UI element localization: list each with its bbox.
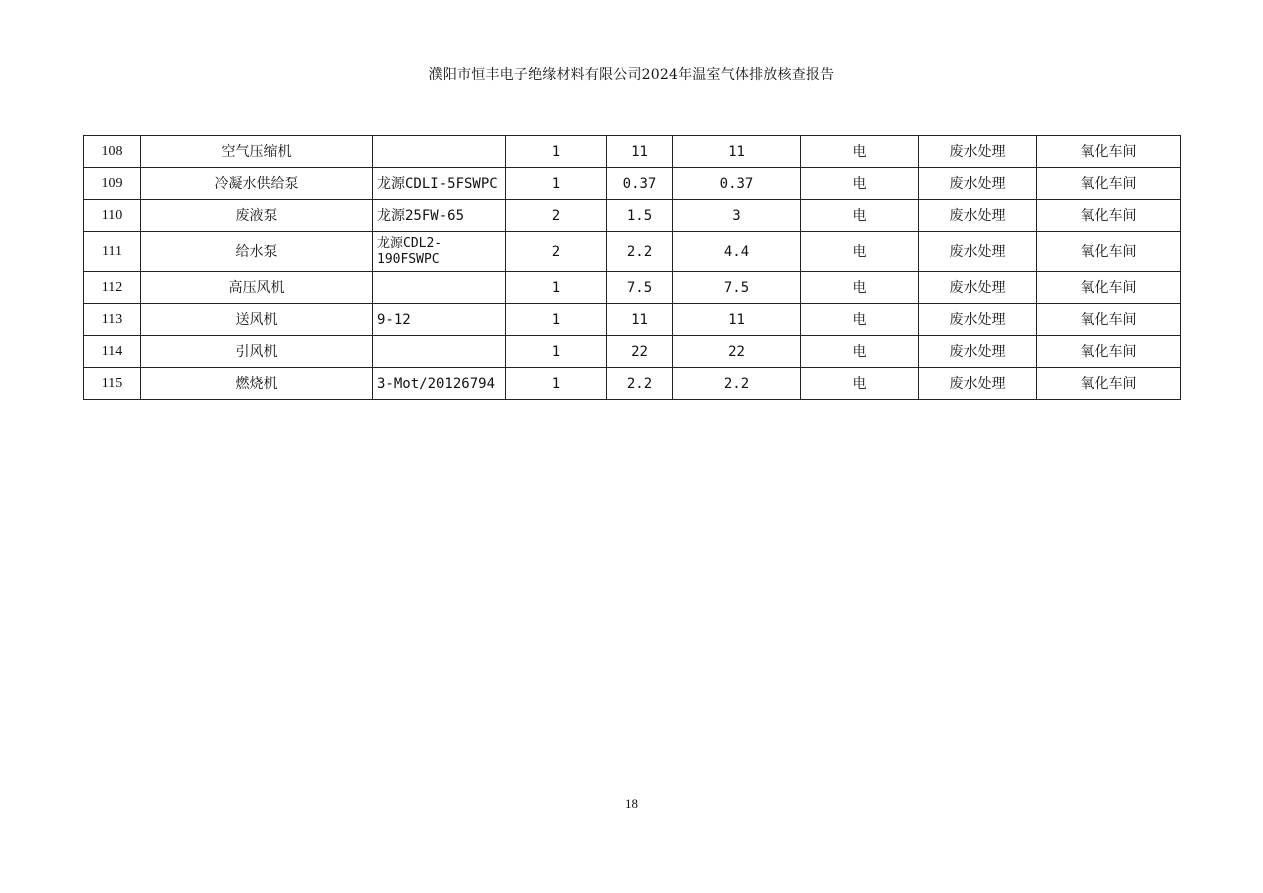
department: 氧化车间 (1037, 336, 1181, 368)
equipment-quantity: 2 (506, 200, 607, 232)
table-row (84, 304, 1181, 336)
row-number: 115 (84, 368, 141, 400)
row-number: 111 (84, 232, 141, 272)
energy-type: 电 (801, 272, 919, 304)
unit-power: 22 (607, 336, 673, 368)
energy-type: 电 (801, 304, 919, 336)
equipment-table (83, 135, 1181, 400)
row-number: 110 (84, 200, 141, 232)
table-row (84, 200, 1181, 232)
equipment-name: 燃烧机 (141, 368, 373, 400)
department: 氧化车间 (1037, 136, 1181, 168)
equipment-name: 废液泵 (141, 200, 373, 232)
process-name: 废水处理 (919, 200, 1037, 232)
equipment-model (373, 272, 506, 304)
table-row (84, 272, 1181, 304)
equipment-quantity: 1 (506, 136, 607, 168)
equipment-name: 冷凝水供给泵 (141, 168, 373, 200)
equipment-model: 9-12 (373, 304, 506, 336)
equipment-model (373, 136, 506, 168)
unit-power: 11 (607, 136, 673, 168)
process-name: 废水处理 (919, 336, 1037, 368)
total-power: 2.2 (673, 368, 801, 400)
process-name: 废水处理 (919, 368, 1037, 400)
equipment-quantity: 2 (506, 232, 607, 272)
equipment-model: 龙源CDL2-190FSWPC (373, 232, 506, 272)
department: 氧化车间 (1037, 232, 1181, 272)
energy-type: 电 (801, 232, 919, 272)
equipment-model (373, 336, 506, 368)
equipment-quantity: 1 (506, 336, 607, 368)
row-number: 113 (84, 304, 141, 336)
row-number: 112 (84, 272, 141, 304)
unit-power: 2.2 (607, 368, 673, 400)
table-row (84, 368, 1181, 400)
energy-type: 电 (801, 136, 919, 168)
equipment-model: 龙源25FW-65 (373, 200, 506, 232)
energy-type: 电 (801, 168, 919, 200)
unit-power: 0.37 (607, 168, 673, 200)
unit-power: 11 (607, 304, 673, 336)
equipment-model: 3-Mot/20126794 (373, 368, 506, 400)
total-power: 3 (673, 200, 801, 232)
equipment-name: 高压风机 (141, 272, 373, 304)
total-power: 4.4 (673, 232, 801, 272)
energy-type: 电 (801, 368, 919, 400)
equipment-name: 给水泵 (141, 232, 373, 272)
total-power: 22 (673, 336, 801, 368)
table-row (84, 336, 1181, 368)
row-number: 108 (84, 136, 141, 168)
total-power: 7.5 (673, 272, 801, 304)
unit-power: 2.2 (607, 232, 673, 272)
equipment-quantity: 1 (506, 168, 607, 200)
unit-power: 1.5 (607, 200, 673, 232)
department: 氧化车间 (1037, 168, 1181, 200)
page-number: 18 (625, 796, 638, 811)
process-name: 废水处理 (919, 168, 1037, 200)
equipment-quantity: 1 (506, 368, 607, 400)
total-power: 0.37 (673, 168, 801, 200)
department: 氧化车间 (1037, 272, 1181, 304)
equipment-name: 送风机 (141, 304, 373, 336)
equipment-name: 引风机 (141, 336, 373, 368)
unit-power: 7.5 (607, 272, 673, 304)
process-name: 废水处理 (919, 272, 1037, 304)
department: 氧化车间 (1037, 304, 1181, 336)
energy-type: 电 (801, 336, 919, 368)
row-number: 109 (84, 168, 141, 200)
process-name: 废水处理 (919, 232, 1037, 272)
energy-type: 电 (801, 200, 919, 232)
process-name: 废水处理 (919, 136, 1037, 168)
equipment-model: 龙源CDLI-5FSWPC (373, 168, 506, 200)
table-row (84, 232, 1181, 272)
total-power: 11 (673, 304, 801, 336)
equipment-quantity: 1 (506, 304, 607, 336)
department: 氧化车间 (1037, 368, 1181, 400)
table-row (84, 168, 1181, 200)
total-power: 11 (673, 136, 801, 168)
equipment-quantity: 1 (506, 272, 607, 304)
table-row (84, 136, 1181, 168)
row-number: 114 (84, 336, 141, 368)
department: 氧化车间 (1037, 200, 1181, 232)
equipment-name: 空气压缩机 (141, 136, 373, 168)
report-header-title: 濮阳市恒丰电子绝缘材料有限公司2024年温室气体排放核查报告 (428, 67, 835, 83)
process-name: 废水处理 (919, 304, 1037, 336)
